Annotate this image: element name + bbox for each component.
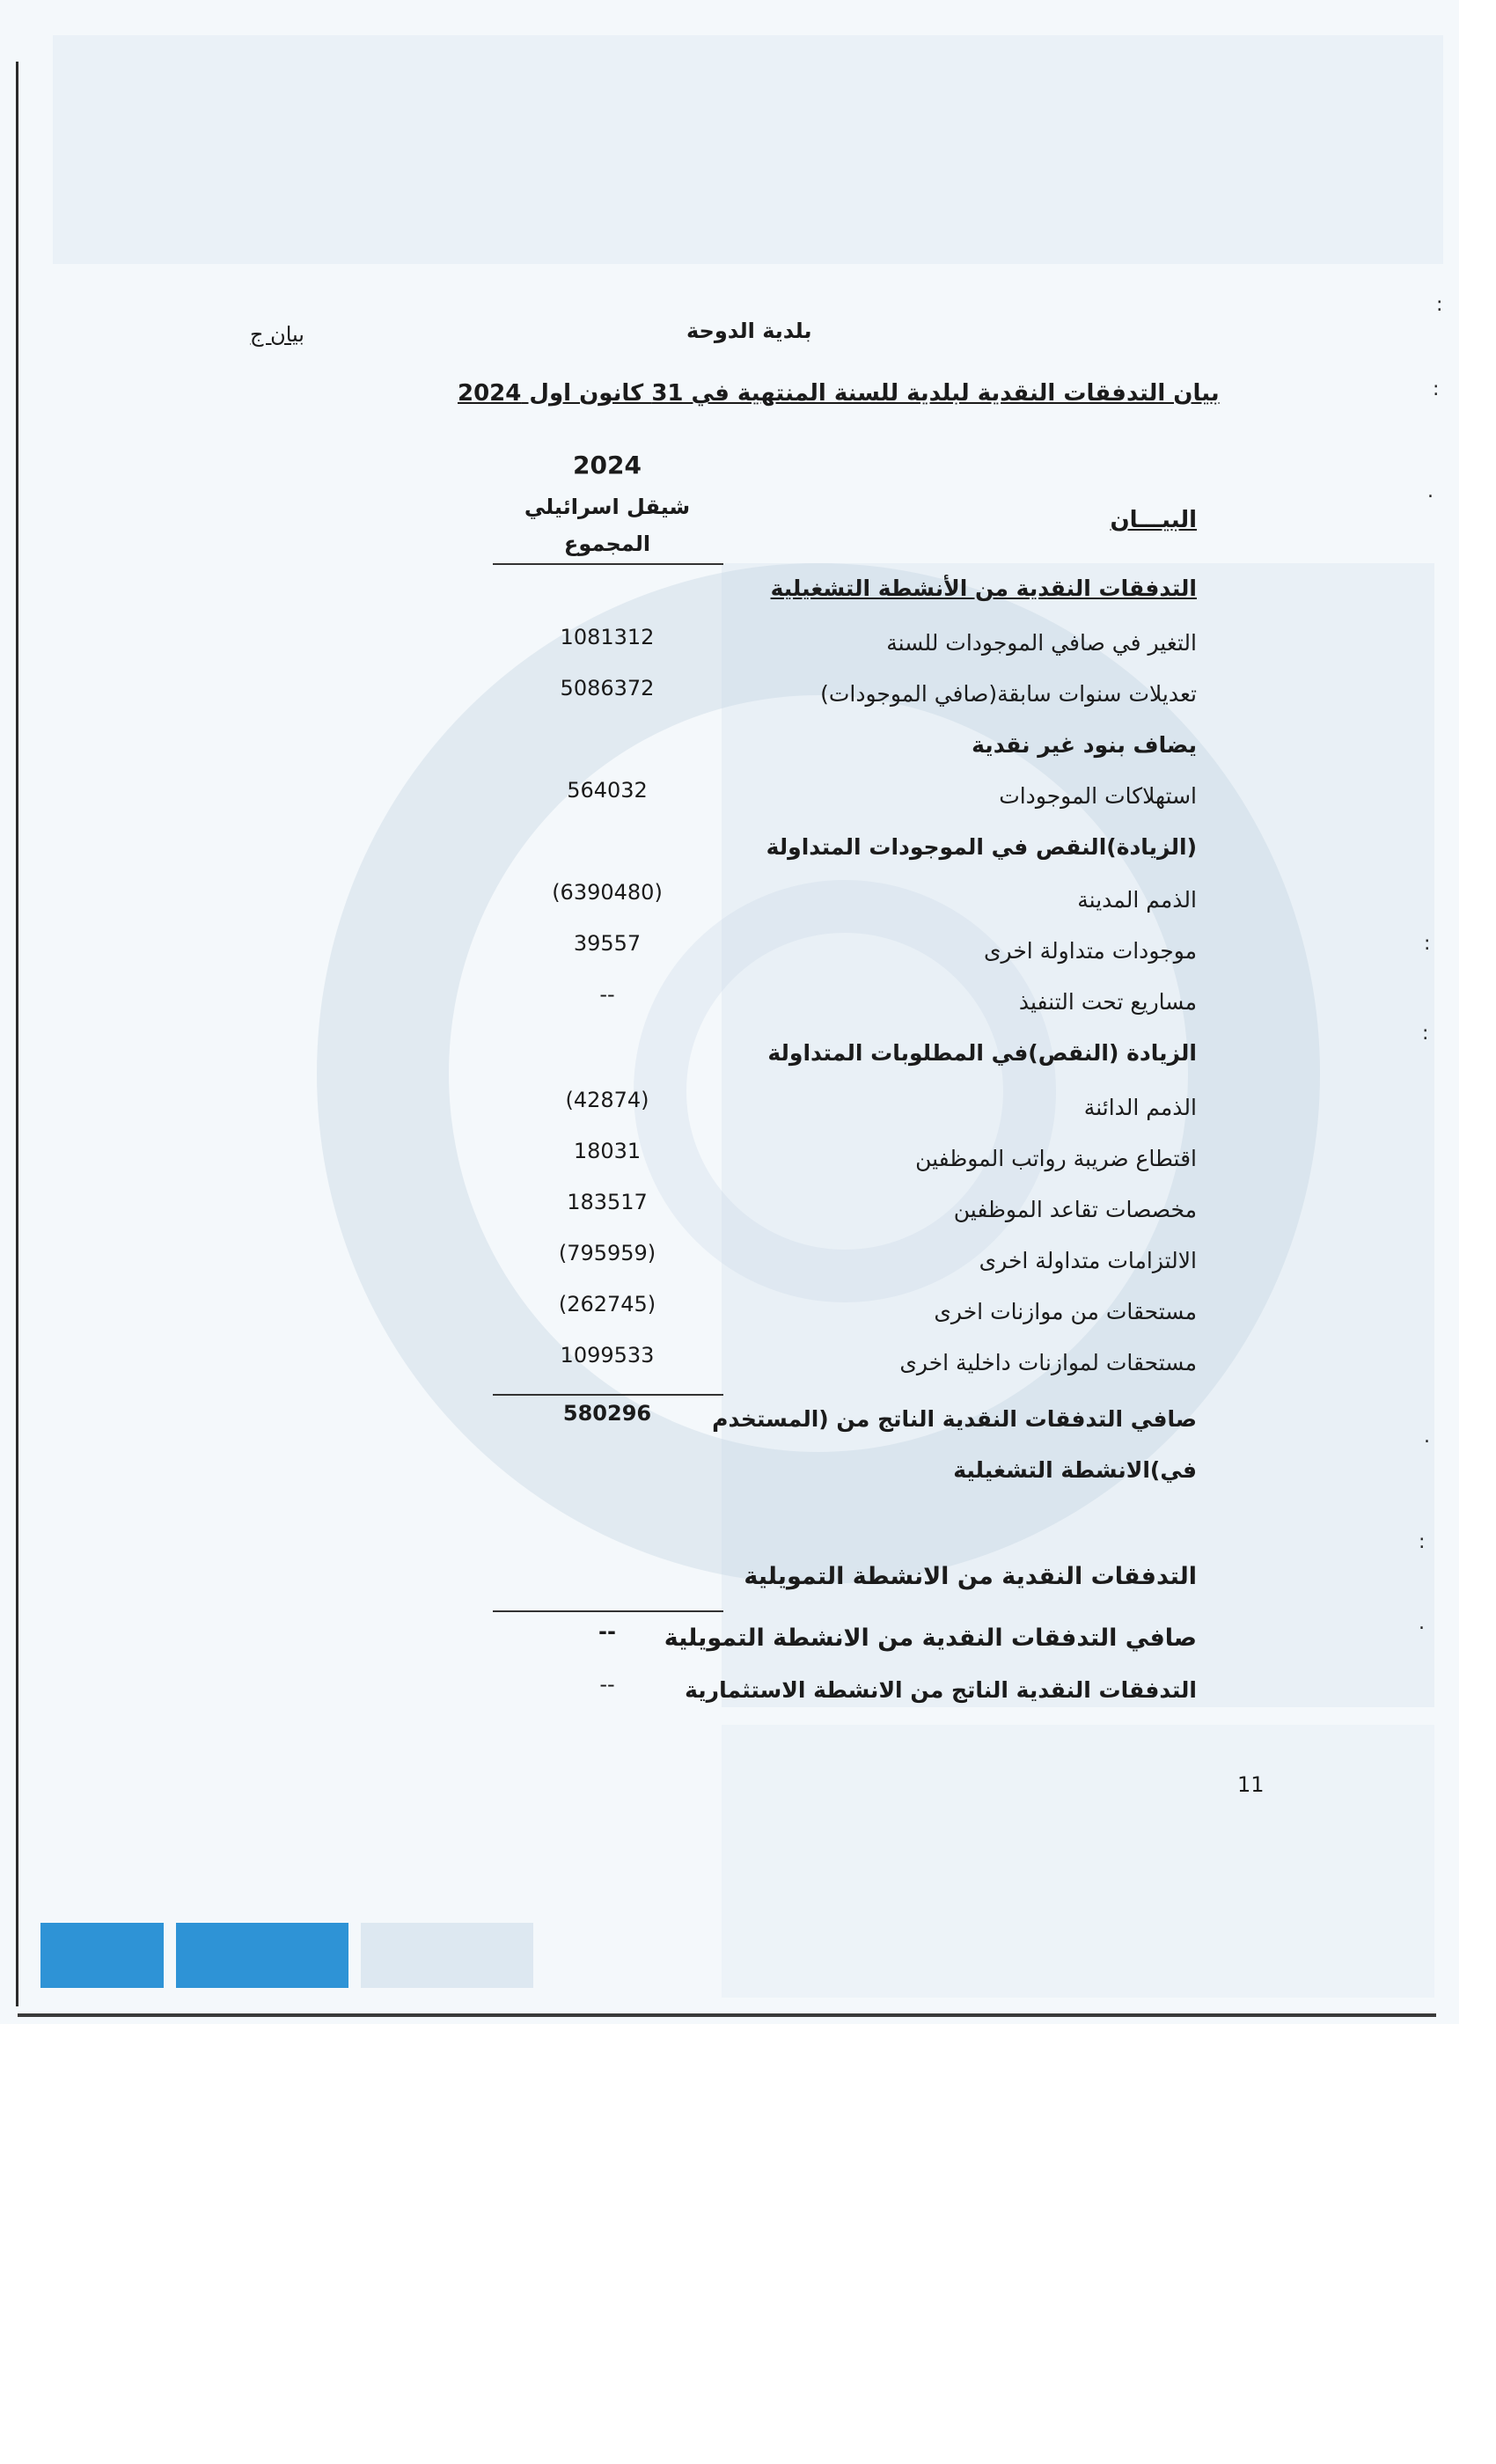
row-value: 39557 — [573, 931, 642, 956]
section-heading-noncash: يضاف بنود غير نقدية — [972, 732, 1197, 758]
row-label: الذمم المدينة — [1077, 887, 1197, 913]
footer-decor-block — [40, 1923, 164, 1988]
page-border — [16, 62, 18, 2006]
statement-title: بيان التدفقات النقدية لبلدية للسنة المنتهية في 31 كانون اول 2024 — [458, 380, 1220, 407]
margin-mark: : — [1419, 1531, 1426, 1553]
column-currency: شيقل اسرائيلي — [524, 495, 691, 519]
section-heading-current-assets: (الزيادة)النقص في الموجودات المتداولة — [766, 834, 1197, 860]
row-label: تعديلات سنوات سابقة(صافي الموجودات) — [820, 681, 1197, 707]
margin-mark: : — [1436, 294, 1443, 316]
section-heading-financing: التدفقات النقدية من الانشطة التمويلية — [744, 1563, 1197, 1590]
row-value: 18031 — [573, 1139, 642, 1163]
section-heading-operating: التدفقات النقدية من الأنشطة التشغيلية — [770, 576, 1197, 601]
subtotal-rule — [493, 1394, 723, 1396]
page-number: 11 — [1237, 1772, 1265, 1797]
row-value: 564032 — [567, 778, 648, 803]
net-operating-value: 580296 — [562, 1401, 652, 1426]
row-label: اقتطاع ضريبة رواتب الموظفين — [915, 1146, 1197, 1171]
row-label: الذمم الدائنة — [1083, 1095, 1197, 1120]
margin-mark: : — [1433, 378, 1440, 400]
row-value: (42874) — [565, 1088, 649, 1112]
row-label: مخصصات تقاعد الموظفين — [953, 1197, 1197, 1222]
column-total-label: المجموع — [563, 532, 651, 556]
subtotal-rule — [493, 1610, 723, 1612]
page-border — [18, 2013, 1436, 2017]
row-value: (795959) — [558, 1241, 656, 1265]
section-heading-current-liabilities: الزيادة (النقص)في المطلوبات المتداولة — [767, 1040, 1197, 1066]
margin-mark: . — [1424, 1426, 1430, 1448]
row-label: مستحقات من موازنات اخرى — [934, 1299, 1197, 1324]
investing-label: التدفقات النقدية الناتج من الانشطة الاستثمارية — [685, 1677, 1197, 1703]
net-operating-label-cont: في)الانشطة التشغيلية — [953, 1457, 1197, 1483]
row-value: 1081312 — [560, 625, 655, 649]
item-column-header: البيـــان — [1110, 507, 1197, 533]
municipality-name: بلدية الدوحة — [686, 319, 812, 343]
net-financing-value: -- — [598, 1619, 616, 1644]
margin-mark: . — [1427, 480, 1434, 502]
margin-mark: : — [1424, 933, 1431, 955]
background-band — [53, 35, 1443, 264]
margin-mark: : — [1422, 1023, 1429, 1045]
column-year: 2024 — [573, 451, 642, 480]
row-value: 1099533 — [560, 1343, 655, 1368]
statement-ref: بيان ج — [250, 322, 304, 347]
row-value: (262745) — [558, 1292, 656, 1316]
row-value: 5086372 — [560, 676, 655, 700]
row-label: مساريع تحت التنفيذ — [1018, 989, 1197, 1015]
background-panel — [722, 1725, 1434, 1998]
net-financing-label: صافي التدفقات النقدية من الانشطة التمويلية — [664, 1624, 1197, 1652]
row-value: -- — [599, 982, 615, 1007]
footer-decor-block — [176, 1923, 348, 1988]
margin-mark: . — [1419, 1612, 1425, 1634]
row-value: (6390480) — [552, 880, 663, 905]
row-value: 183517 — [567, 1190, 648, 1214]
net-operating-label: صافي التدفقات النقدية الناتج من (المستخدم — [712, 1406, 1197, 1432]
row-label: التغير في صافي الموجودات للسنة — [886, 630, 1197, 656]
row-label: موجودات متداولة اخرى — [983, 938, 1197, 964]
footer-decor-block — [361, 1923, 533, 1988]
row-label: استهلاكات الموجودات — [999, 783, 1197, 809]
investing-value: -- — [599, 1672, 615, 1697]
header-rule — [493, 563, 723, 565]
row-label: الالتزامات متداولة اخرى — [979, 1248, 1197, 1273]
row-label: مستحقات لموازنات داخلية اخرى — [899, 1350, 1197, 1375]
